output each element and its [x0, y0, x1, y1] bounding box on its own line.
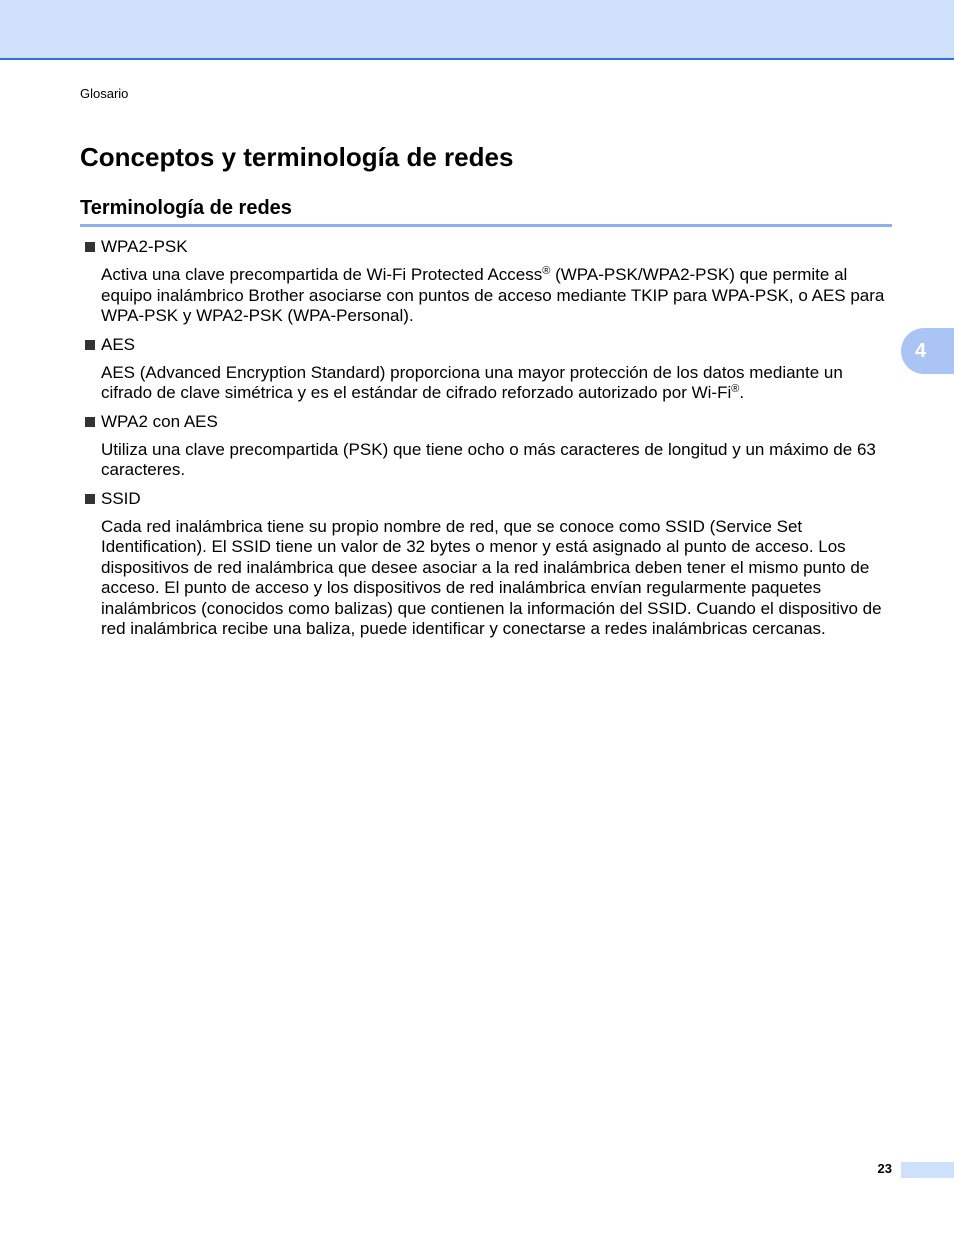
- registered-mark: ®: [542, 265, 551, 277]
- square-bullet-icon: [85, 417, 95, 427]
- footer-bar: [901, 1162, 954, 1178]
- section-title: Terminología de redes: [80, 197, 292, 219]
- list-item: [80, 412, 892, 481]
- running-header: Glosario: [80, 86, 129, 101]
- term-definition: Cada red inalámbrica tiene su propio nombre de red, que se conoce como SSID (Service Set Identification). El SSID tiene un valor de 32 bytes o menor y está asignado al punto de acceso. Los dispositivos de red inalámbrica que desee asociar a la red inalámbrica deben tener el mismo punto de acceso. El punto de acceso y los dispositivos de red inalámbrica envían regularmente paquetes inalámbricos (conocidos como balizas) que contienen la información del SSID. Cuando el dispositivo de red inalámbrica recibe una baliza, puede identificar y conectarse a redes inalámbricas cercanas.: [101, 516, 882, 638]
- top-header-band: [0, 0, 954, 60]
- term-definition: [80, 265, 892, 327]
- glossary-term: [80, 335, 892, 355]
- section-title-rule: [80, 224, 892, 227]
- chapter-tab: [901, 328, 954, 374]
- list-item: [80, 489, 892, 640]
- page-number: 23: [877, 1161, 892, 1176]
- registered-mark: ®: [731, 383, 740, 395]
- definition-text: Activa una clave precompartida de Wi-Fi Protected Access: [101, 265, 543, 284]
- glossary-term: [80, 237, 892, 257]
- term-label: AES: [101, 334, 136, 354]
- glossary-list: [80, 237, 892, 648]
- definition-text: .: [739, 383, 745, 402]
- page-title: Conceptos y terminología de redes: [80, 142, 514, 172]
- chapter-number: 4: [915, 340, 927, 362]
- term-definition: [80, 363, 892, 404]
- term-label: WPA2 con AES: [101, 411, 218, 431]
- term-definition: Utiliza una clave precompartida (PSK) que tiene ocho o más caracteres de longitud y un máximo de 63 caracteres.: [101, 439, 876, 479]
- square-bullet-icon: [85, 242, 95, 252]
- definition-text: (WPA-PSK/WPA2-PSK) que permite al equipo inalámbrico Brother asociarse con puntos de acceso mediante TKIP para WPA-PSK, o AES para WPA-PSK y WPA2-PSK (WPA-Personal).: [101, 265, 885, 325]
- term-label: SSID: [101, 488, 141, 508]
- glossary-term: [80, 412, 892, 432]
- square-bullet-icon: [85, 494, 95, 504]
- list-item: [80, 335, 892, 404]
- definition-text: AES (Advanced Encryption Standard) proporciona una mayor protección de los datos mediante un cifrado de clave simétrica y es el estándar de cifrado reforzado autorizado por Wi-Fi: [101, 362, 843, 402]
- list-item: [80, 237, 892, 327]
- glossary-term: [80, 489, 892, 509]
- square-bullet-icon: [85, 340, 95, 350]
- term-label: WPA2-PSK: [101, 237, 188, 256]
